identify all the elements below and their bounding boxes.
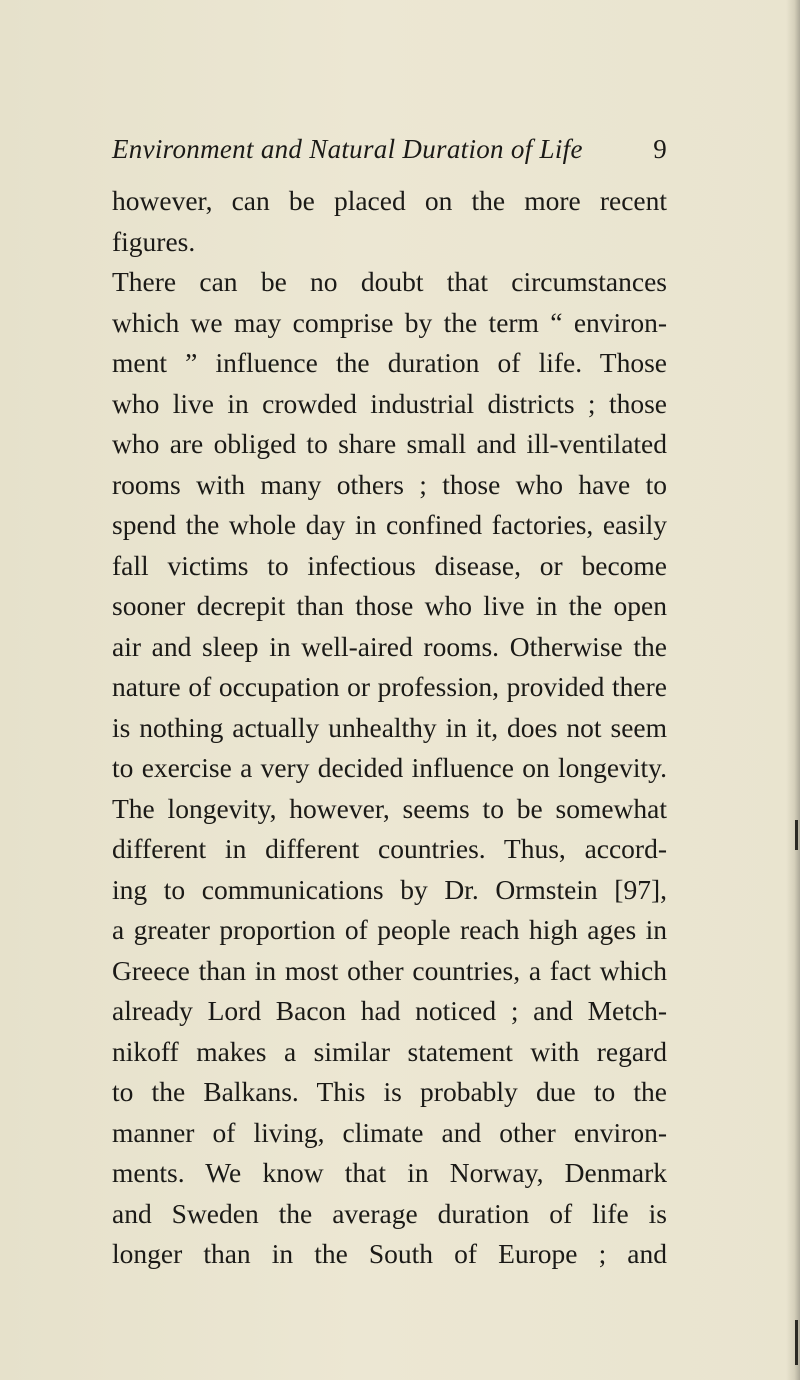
text-line: The longevity, however, seems to be somewhat — [112, 792, 667, 824]
text-line: There can be no doubt that circumstances — [112, 266, 667, 297]
page-edge-mark — [795, 1320, 798, 1365]
text-line: ing to communications by Dr. Ormstein [97], — [112, 873, 667, 905]
running-header — [112, 130, 667, 174]
text-line: rooms with many others ; those who have to — [112, 468, 667, 500]
text-line: different in different countries. Thus, accord- — [112, 833, 667, 864]
text-line: longer than in the South of Europe ; and — [112, 1238, 667, 1269]
page-edge-shadow — [786, 0, 800, 1380]
running-header-title: Environment and Natural Duration of Life — [112, 134, 583, 164]
text-line: air and sleep in well-aired rooms. Otherwise the — [112, 630, 667, 662]
text-line: sooner decrepit than those who live in the open — [112, 590, 667, 621]
text-line: nikoff makes a similar statement with regard — [112, 1035, 667, 1067]
text-line: nature of occupation or profession, provided there — [112, 671, 667, 702]
text-line: manner of living, climate and other environ- — [112, 1116, 667, 1148]
text-line: to the Balkans. This is probably due to the — [112, 1076, 667, 1107]
text-line: however, can be placed on the more recent — [112, 185, 667, 216]
text-line: is nothing actually unhealthy in it, does not seem — [112, 711, 667, 743]
text-line: already Lord Bacon had noticed ; and Metch- — [112, 995, 667, 1026]
text-line: spend the whole day in confined factories, easily — [112, 509, 667, 540]
text-line: Greece than in most other countries, a fact which — [112, 954, 667, 986]
text-line: who are obliged to share small and ill-ventilated — [112, 428, 667, 459]
text-line: who live in crowded industrial districts ; those — [112, 387, 667, 419]
text-line: and Sweden the average duration of life is — [112, 1197, 667, 1229]
page-edge-mark — [795, 820, 798, 850]
text-line: ments. We know that in Norway, Denmark — [112, 1157, 667, 1188]
body-text — [112, 181, 667, 1275]
text-line: fall victims to infectious disease, or become — [112, 549, 667, 581]
text-line: ment ” influence the duration of life. Those — [112, 347, 667, 378]
text-line: a greater proportion of people reach high ages in — [112, 914, 667, 945]
text-line: to exercise a very decided influence on longevity. — [112, 752, 667, 783]
text-line: which we may comprise by the term “ environ- — [112, 306, 667, 338]
text-line: figures. — [112, 225, 196, 257]
page-number: 9 — [653, 134, 667, 164]
